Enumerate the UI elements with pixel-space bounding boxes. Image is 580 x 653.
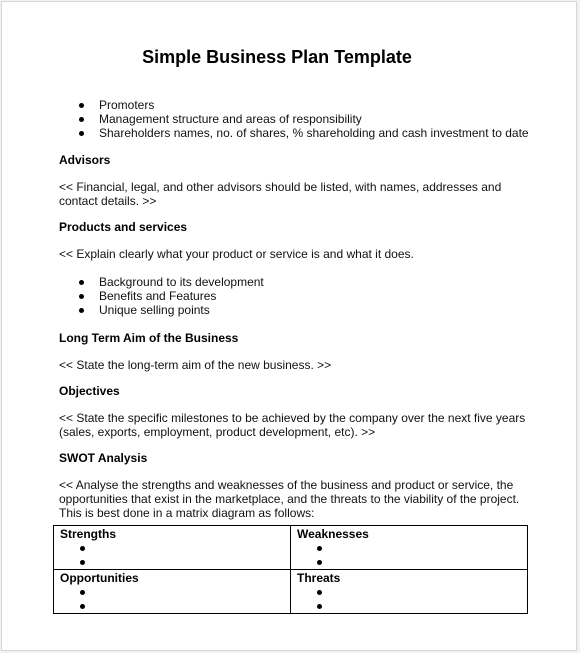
products-heading: Products and services: [59, 220, 188, 234]
empty-bullet: [54, 585, 290, 599]
advisors-text-line-2: contact details. >>: [59, 194, 157, 208]
swot-text-line-1: << Analyse the strengths and weaknesses of the business and product or service, the: [59, 478, 514, 492]
swot-cell-threats: [291, 570, 528, 614]
document-title: Simple Business Plan Template: [142, 47, 412, 67]
objectives-text-line-2: (sales, exports, employment, product development, etc). >>: [59, 425, 376, 439]
list-item: Management structure and areas of responsibility: [2, 112, 529, 126]
list-item: Promoters: [2, 98, 529, 112]
advisors-heading: Advisors: [59, 153, 111, 167]
intro-bullet-list: [2, 98, 529, 140]
swot-text-line-2: opportunities that exist in the marketplace, and the threats to the viability of the project.: [59, 492, 520, 506]
swot-text-line-3: This is best done in a matrix diagram as follows:: [59, 506, 315, 520]
strengths-label: Strengths: [60, 527, 117, 541]
objectives-heading: Objectives: [59, 384, 120, 398]
long-term-aim-heading: Long Term Aim of the Business: [59, 331, 239, 345]
objectives-text-line-1: << State the specific milestones to be achieved by the company over the next five years: [59, 411, 526, 425]
swot-matrix-table: [53, 525, 528, 614]
empty-bullet: [291, 541, 527, 555]
empty-bullet: [54, 541, 290, 555]
opportunities-label: Opportunities: [60, 571, 139, 585]
empty-bullet: [54, 555, 290, 569]
weaknesses-label: Weaknesses: [297, 527, 369, 541]
long-term-aim-text: << State the long-term aim of the new business. >>: [59, 358, 332, 372]
advisors-text-line-1: << Financial, legal, and other advisors should be listed, with names, addresses and: [59, 180, 502, 194]
document-page: [1, 1, 577, 651]
swot-heading: SWOT Analysis: [59, 451, 148, 465]
empty-bullet: [291, 555, 527, 569]
empty-bullet: [291, 585, 527, 599]
threats-label: Threats: [297, 571, 341, 585]
swot-cell-opportunities: [54, 570, 291, 614]
products-text: << Explain clearly what your product or service is and what it does.: [59, 247, 414, 261]
list-item: Background to its development: [2, 275, 264, 289]
list-item: Unique selling points: [2, 303, 264, 317]
list-item: Shareholders names, no. of shares, % shareholding and cash investment to date: [2, 126, 529, 140]
swot-cell-strengths: [54, 526, 291, 570]
list-item: Benefits and Features: [2, 289, 264, 303]
empty-bullet: [291, 599, 527, 613]
swot-cell-weaknesses: [291, 526, 528, 570]
empty-bullet: [54, 599, 290, 613]
products-bullet-list: [2, 275, 264, 317]
